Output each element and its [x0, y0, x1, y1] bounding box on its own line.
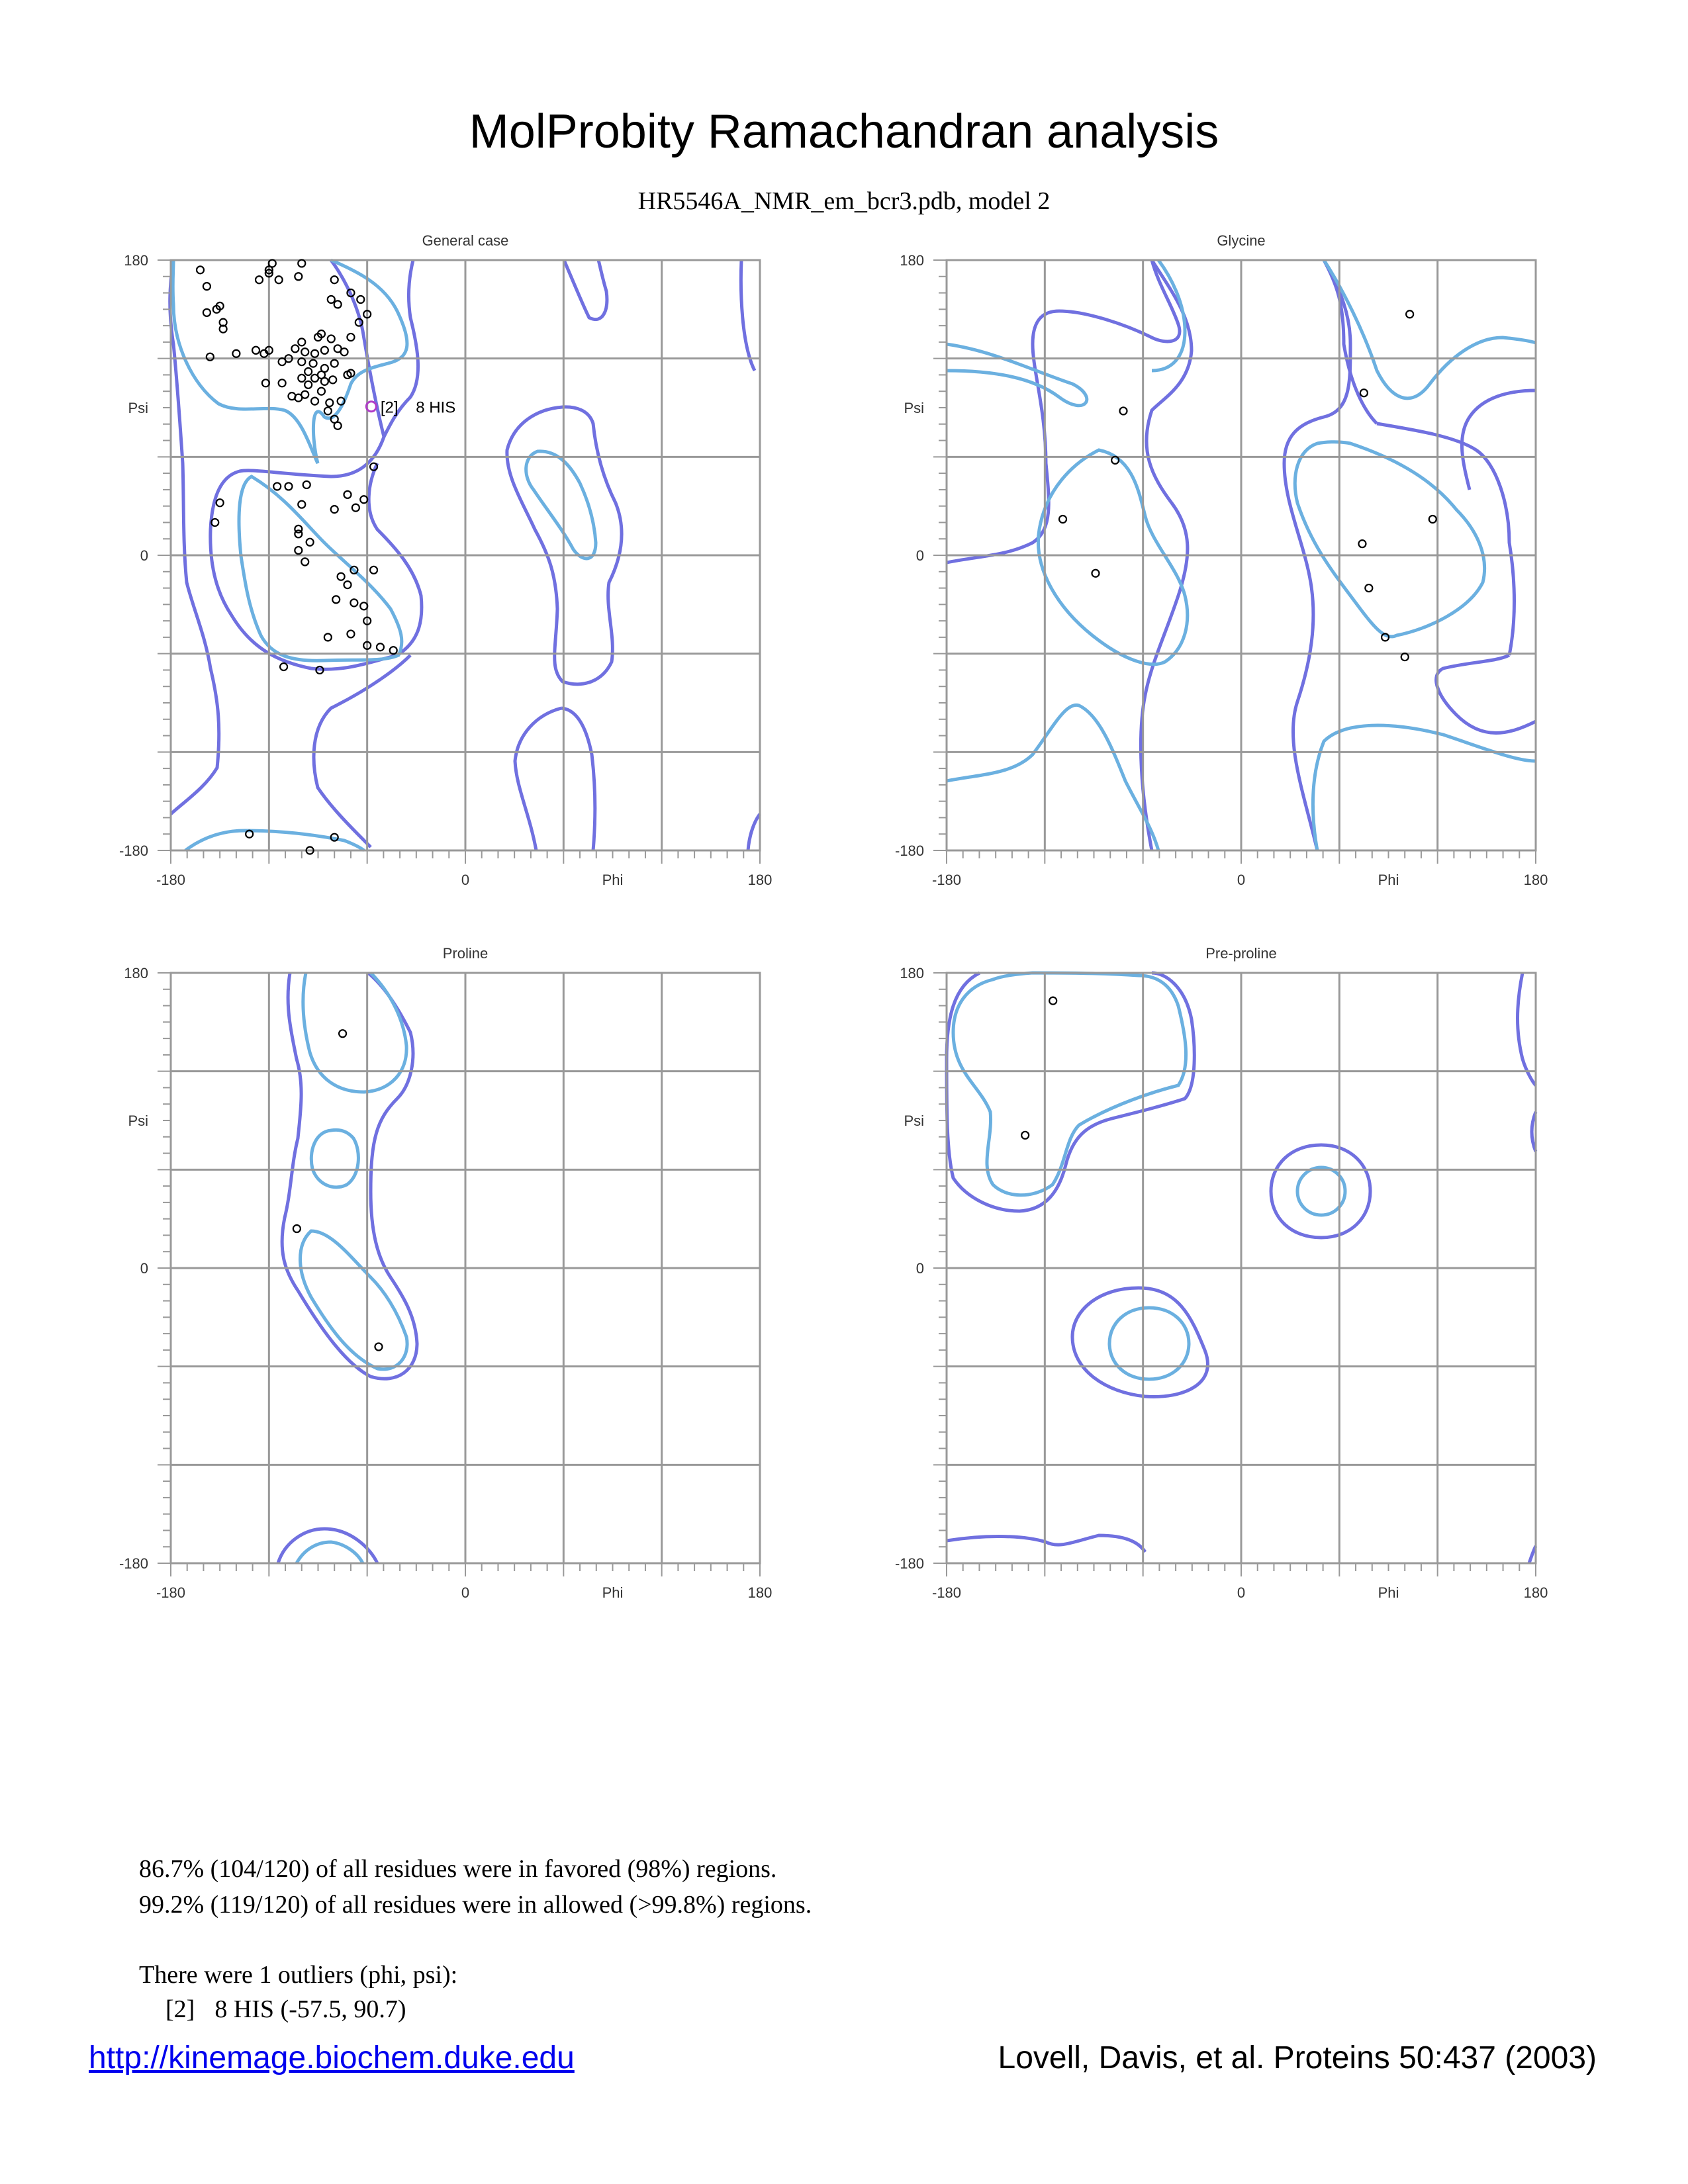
outlier-index: [2] [165, 1995, 195, 2023]
data-point [334, 422, 342, 430]
data-point [1021, 1132, 1029, 1139]
x-tick-label: -180 [156, 872, 186, 888]
page-subtitle: HR5546A_NMR_em_bcr3.pdb, model 2 [637, 187, 1051, 215]
data-point [347, 334, 354, 341]
x-tick-label: 0 [1237, 872, 1246, 888]
y-tick-label: -180 [894, 842, 924, 859]
y-tick-label: 180 [124, 965, 148, 981]
y-tick-label: 0 [915, 547, 924, 564]
data-point [347, 630, 354, 637]
favored-contour [947, 705, 1158, 850]
favored-contour [1313, 725, 1536, 850]
points-layer [197, 259, 1436, 1350]
data-point [1360, 389, 1368, 396]
favored-contour [1109, 1308, 1189, 1379]
allowed-contour [748, 814, 760, 850]
data-point [370, 567, 377, 574]
plot-title: Glycine [1217, 232, 1266, 249]
data-point [232, 350, 240, 357]
data-point [310, 360, 317, 367]
y-tick-label: -180 [894, 1555, 924, 1572]
x-tick-label: Phi [1378, 872, 1399, 888]
data-point [1406, 310, 1413, 318]
favored-contour [301, 1231, 408, 1369]
y-tick-label: 180 [900, 965, 924, 981]
allowed-contour [282, 973, 417, 1379]
data-point [301, 558, 308, 565]
plot-title: Pre-proline [1205, 945, 1277, 962]
outlier-label: [2] 8 HIS [380, 398, 456, 417]
x-tick-label: -180 [931, 1584, 962, 1601]
plot-title: Proline [442, 945, 489, 962]
data-point [301, 348, 308, 355]
y-tick-label: Psi [904, 1113, 924, 1129]
allowed-contour [515, 708, 595, 850]
y-tick-label: Psi [128, 1113, 148, 1129]
data-point [329, 376, 336, 383]
data-point [1358, 540, 1366, 547]
favored-summary: 86.7% (104/120) of all residues were in favored (98%) regions. [139, 1855, 777, 1883]
x-tick-label: 0 [1237, 1584, 1246, 1601]
x-tick-label: 0 [461, 872, 470, 888]
y-tick-label: Psi [904, 400, 924, 416]
allowed-contour [1271, 1145, 1370, 1238]
data-point [332, 596, 340, 603]
data-point [216, 499, 224, 506]
data-point [298, 501, 305, 508]
outlier-header: There were 1 outliers (phi, psi): [139, 1961, 458, 1989]
data-point [331, 506, 338, 513]
y-tick-label: 180 [900, 252, 924, 269]
frame-layer [119, 232, 1548, 1601]
plot-frame [119, 232, 772, 888]
data-point [279, 379, 286, 387]
plot-title: General case [422, 232, 509, 249]
data-point [280, 663, 287, 670]
x-tick-label: Phi [602, 872, 624, 888]
page-title: MolProbity Ramachandran analysis [469, 105, 1219, 158]
data-point [203, 309, 211, 316]
favored-contour [1324, 260, 1536, 398]
outlier-text: 8 HIS (-57.5, 90.7) [214, 1995, 406, 2023]
x-tick-label: 180 [747, 872, 773, 888]
favored-contour [303, 973, 406, 1092]
data-point [305, 368, 312, 375]
data-point [252, 347, 259, 354]
data-point [321, 378, 328, 385]
data-point [341, 348, 348, 355]
data-point [331, 360, 338, 367]
x-tick-label: 180 [1523, 1584, 1548, 1601]
x-tick-label: Phi [1378, 1584, 1399, 1601]
data-point [295, 530, 302, 537]
y-tick-label: 0 [915, 1260, 924, 1277]
data-point [339, 1030, 346, 1037]
favored-contour [297, 1542, 363, 1563]
data-point [350, 599, 357, 606]
kinemage-link[interactable]: http://kinemage.biochem.duke.edu [89, 2040, 575, 2075]
y-tick-label: 180 [124, 252, 148, 269]
x-tick-label: -180 [156, 1584, 186, 1601]
contour-layer [170, 260, 1536, 1563]
data-point [303, 481, 310, 488]
data-point [1049, 997, 1056, 1005]
x-tick-label: Phi [602, 1584, 624, 1601]
plot-frame [119, 945, 772, 1601]
data-point [291, 345, 299, 352]
allowed-contour [278, 1529, 377, 1563]
data-point [298, 375, 305, 382]
outlier-entry [165, 1995, 426, 2024]
data-point [324, 633, 332, 641]
data-point [203, 283, 211, 290]
data-point [344, 491, 352, 498]
data-point [197, 266, 204, 273]
data-point [1120, 407, 1127, 414]
data-point [1059, 516, 1066, 523]
data-point [324, 407, 332, 414]
data-point [311, 350, 318, 357]
data-point [318, 388, 325, 395]
data-point [1429, 516, 1436, 523]
y-tick-label: -180 [118, 1555, 148, 1572]
favored-contour [947, 344, 1087, 406]
allowed-contour [947, 1535, 1145, 1552]
y-tick-label: 0 [140, 547, 148, 564]
plot-frame [895, 945, 1548, 1601]
data-point [275, 276, 283, 283]
data-point [377, 643, 384, 651]
data-point [305, 381, 312, 388]
data-point [344, 581, 352, 588]
data-point [328, 296, 335, 303]
favored-contour [526, 451, 596, 559]
favored-contour [953, 973, 1186, 1195]
data-point [306, 539, 314, 546]
data-point [273, 482, 281, 490]
data-point [326, 399, 333, 406]
data-point [334, 300, 342, 308]
plot-points [1059, 310, 1436, 660]
data-point [338, 573, 345, 580]
favored-contour [311, 1130, 358, 1187]
data-point [311, 375, 318, 382]
allowed-contour [1518, 973, 1536, 1085]
x-tick-label: -180 [931, 872, 962, 888]
allowed-contour [564, 260, 607, 320]
data-point [352, 504, 359, 512]
data-point [298, 338, 305, 345]
plot-points [1021, 997, 1056, 1139]
allowed-contour [741, 260, 755, 371]
data-point [375, 1343, 382, 1350]
data-point [357, 296, 364, 303]
data-point [295, 273, 302, 280]
x-tick-label: 180 [747, 1584, 773, 1601]
data-point [1365, 584, 1372, 592]
favored-contour [1295, 442, 1484, 637]
data-point [293, 1225, 301, 1232]
data-point [311, 398, 318, 405]
data-point [328, 335, 335, 342]
allowed-contour [1436, 655, 1536, 733]
plot-frame [895, 232, 1548, 888]
data-point [331, 276, 338, 283]
y-tick-label: -180 [118, 842, 148, 859]
citation: Lovell, Davis, et al. Proteins 50:437 (2003) [998, 2040, 1597, 2075]
y-tick-label: Psi [128, 400, 148, 416]
allowed-contour [1462, 390, 1536, 490]
data-point [321, 347, 328, 354]
y-tick-label: 0 [140, 1260, 148, 1277]
data-point [1092, 570, 1099, 577]
data-point [256, 276, 263, 283]
favored-contour [1297, 1167, 1345, 1215]
data-point [285, 482, 293, 490]
x-tick-label: 0 [461, 1584, 470, 1601]
data-point [295, 547, 302, 554]
allowed-summary: 99.2% (119/120) of all residues were in allowed (>99.8%) regions. [139, 1891, 812, 1919]
x-tick-label: 180 [1523, 872, 1548, 888]
